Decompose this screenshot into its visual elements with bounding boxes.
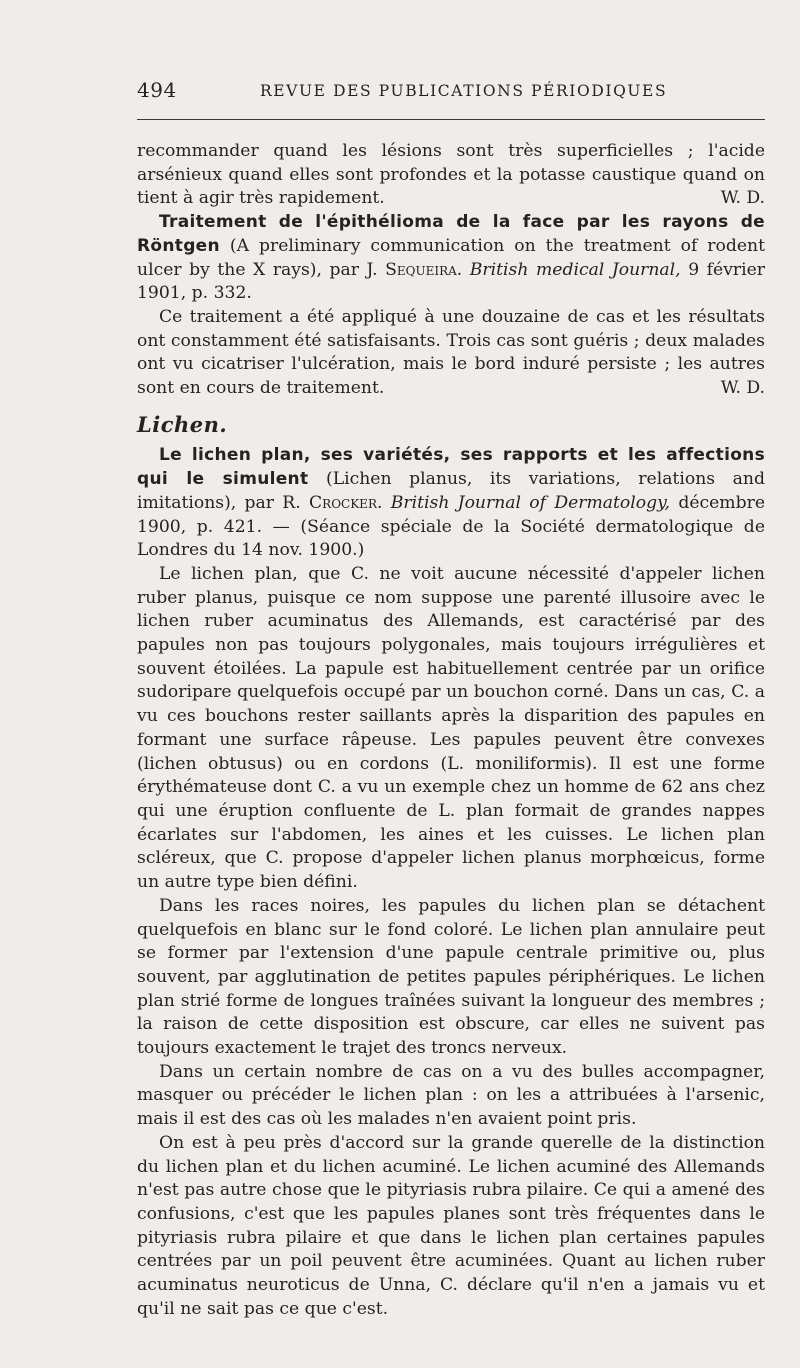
header-rule [137,119,765,120]
section-heading: Lichen. [137,411,228,437]
article-citation: 9 février 1901, p. 332. [137,259,766,304]
article-subtitle: (A preliminary communication on the treatment of rodent ulcer by the X rays), par J. [137,235,765,280]
article-paragraph: Dans les races noires, les papules du lichen plan se détachent quelquefois en blanc sur le fond coloré. Le lichen plan annulaire peut se former par l'extension d'une papule centrale primitive ou, plus souvent, par agglutination de petites papules périphériques. Le lichen plan strié forme de longues traînées suivant la longueur des membres ; la raison de cette disposition est obscure, car elles ne suivent pas toujours exactement le trajet des troncs nerveux. [137,895,765,1059]
article-title: Le lichen plan, ses variétés, ses rapports et les affections qui le simulent [137,445,765,490]
article-paragraph: On est à peu près d'accord sur la grande querelle de la distinction du lichen plan et du lichen acuminé. Le lichen acuminé des Allemands n'est pas autre chose que le pityriasis rubra pilaire. Ce qui a amené des confusions, c'est que les papules planes sont très fréquentes dans le pityriasis rubra pilaire et que dans le lichen plan certaines papules centrées par un poil peuvent être acuminées. Quant au lichen ruber acuminatus neuroticus de Unna, C. déclare qu'il n'en a jamais vu et qu'il ne sait pas ce que c'est. [137,1132,765,1319]
article-author: Crocker. [309,492,383,513]
article-journal: British medical Journal, [469,259,681,280]
running-header [137,78,765,106]
article-citation: décembre 1900, p. 421. — (Séance spéciale de la Société dermatologique de Londres du 14 nov. 1900.) [137,492,765,561]
article-subtitle: (Lichen planus, its variations, relations and imitations), par R. [137,469,765,513]
article-paragraph: Le lichen plan, que C. ne voit aucune nécessité d'appeler lichen ruber planus, puisque ce nom suppose une parenté illusoire avec le lichen ruber acuminatus des Allemands, est caractérisé par des papules non pas toujours polygonales, mais toujours irrégulières et souvent étoilées. La papule est habituellement centrée par un orifice sudoripare quelquefois occupé par un bouchon corné. Dans un cas, C. a vu ces bouchons rester saillants après la disparition des papules en formant une surface râpeuse. Les papules peuvent être convexes (lichen obtusus) ou en cordons (L. moniliformis). Il est une forme érythémateuse dont C. a vu un exemple chez un homme de 62 ans chez qui une éruption confluente de L. plan formait de grandes nappes écarlates sur l'abdomen, les aines et les cuisses. Le lichen plan scléreux, que C. propose d'appeler lichen planus morphœicus, forme un autre type bien défini. [137,563,765,893]
signature: W. D. [720,188,765,209]
body-text [137,140,765,1321]
article-author: Sequeira. [385,259,463,280]
article-journal: British Journal of Dermatology, [390,492,671,513]
continued-paragraph: recommander quand les lésions sont très superficielles ; l'acide arsénieux quand elles sont profondes et la potasse caustique quand on tient à agir très rapidement. W. D. [137,140,765,211]
article-heading [137,211,765,306]
article-body: Ce traitement a été appliqué à une douzaine de cas et les résultats ont constamment été satisfaisants. Trois cas sont guéris ; deux malades ont vu cicatriser l'ulcération, mais le bord induré persiste ; les autres sont en cours de traitement. W. D. [137,306,765,401]
article-title: Traitement de l'épithélioma de la face par les rayons de Röntgen [137,212,765,256]
signature: W. D. [720,378,765,399]
article-paragraph: Dans un certain nombre de cas on a vu des bulles accompagner, masquer ou précéder le lichen plan : on les a attribuées à l'arsenic, mais il est des cas où les malades n'en avaient point pris. [137,1061,765,1130]
page-number: 494 [137,78,177,102]
article-heading [137,444,765,563]
running-title: REVUE DES PUBLICATIONS PÉRIODIQUES [260,82,668,100]
